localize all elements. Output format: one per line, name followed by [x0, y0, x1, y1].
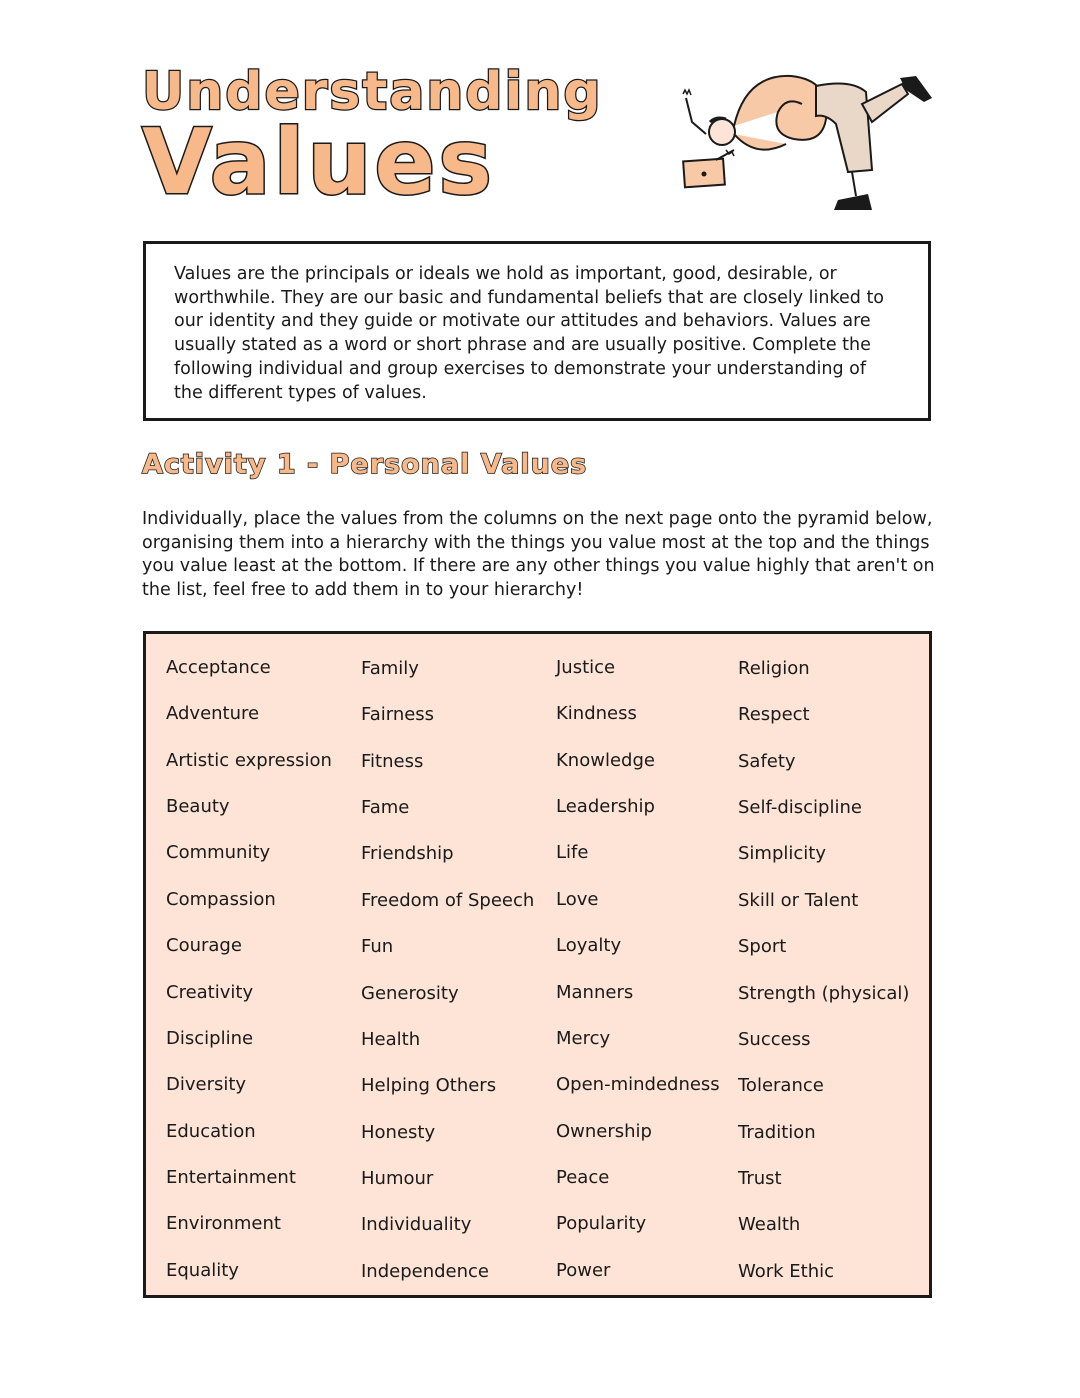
value-item: Respect	[738, 704, 810, 725]
value-item: Community	[166, 842, 271, 863]
value-item: Diversity	[166, 1074, 247, 1095]
value-item: Success	[738, 1029, 811, 1050]
value-item: Generosity	[361, 983, 459, 1004]
values-list-box	[143, 631, 932, 1298]
intro-text: Values are the principals or ideals we hold as important, good, desirable, or worthwhile. They are our basic and fundamental beliefs that are closely linked to our identity and they guide or motivate our attitudes and behaviors. Values are usually stated as a word or short phrase and are usually positive. Complete the following individual and group exercises to demonstrate your understanding of the different types of values.	[174, 264, 885, 403]
value-item: Ownership	[556, 1121, 652, 1142]
value-item: Simplicity	[738, 843, 826, 864]
value-item: Honesty	[361, 1122, 436, 1143]
value-item: Power	[556, 1260, 611, 1281]
value-item: Life	[556, 842, 589, 863]
value-item: Skill or Talent	[738, 890, 859, 911]
value-item: Compassion	[166, 889, 276, 910]
value-item: Friendship	[361, 843, 454, 864]
value-item: Environment	[166, 1213, 281, 1234]
value-item: Helping Others	[361, 1075, 497, 1096]
value-item: Kindness	[556, 703, 637, 724]
value-item: Justice	[556, 657, 616, 678]
value-item: Fame	[361, 797, 410, 818]
value-item: Manners	[556, 982, 634, 1003]
value-item: Strength (physical)	[738, 983, 910, 1004]
value-item: Popularity	[556, 1213, 647, 1234]
value-item: Discipline	[166, 1028, 254, 1049]
value-item: Love	[556, 889, 599, 910]
value-item: Work Ethic	[738, 1261, 835, 1282]
value-item: Independence	[361, 1261, 490, 1282]
value-item: Fun	[361, 936, 394, 957]
value-item: Loyalty	[556, 935, 622, 956]
value-item: Health	[361, 1029, 421, 1050]
activity-title: Activity 1 - Personal Values	[142, 449, 588, 480]
activity-instructions: Individually, place the values from the columns on the next page onto the pyramid below, organising them into a hierarchy with the things you value most at the top and the things you value least at the bottom. If there are any other things you value highly that aren't on the list, feel free to add them in to your hierarchy!	[142, 509, 935, 601]
value-item: Tradition	[738, 1122, 816, 1143]
value-item: Freedom of Speech	[361, 890, 535, 911]
value-item: Tolerance	[738, 1075, 824, 1096]
value-item: Trust	[738, 1168, 782, 1189]
value-item: Mercy	[556, 1028, 611, 1049]
value-item: Fairness	[361, 704, 435, 725]
value-item: Open-mindedness	[556, 1074, 720, 1095]
value-item: Peace	[556, 1167, 610, 1188]
value-item: Fitness	[361, 751, 424, 772]
title-line-2: Values	[142, 110, 495, 215]
value-item: Humour	[361, 1168, 434, 1189]
value-item: Religion	[738, 658, 810, 679]
value-item: Adventure	[166, 703, 260, 724]
value-item: Safety	[738, 751, 796, 772]
value-item: Acceptance	[166, 657, 271, 678]
value-item: Equality	[166, 1260, 239, 1281]
value-item: Knowledge	[556, 750, 655, 771]
value-item: Beauty	[166, 796, 230, 817]
intro-box	[143, 241, 931, 421]
value-item: Family	[361, 658, 419, 679]
value-item: Artistic expression	[166, 750, 332, 771]
value-item: Entertainment	[166, 1167, 296, 1188]
value-item: Creativity	[166, 982, 254, 1003]
person-illustration-icon	[676, 64, 938, 216]
value-item: Leadership	[556, 796, 655, 817]
title-line-1: Understanding	[142, 62, 603, 122]
value-item: Education	[166, 1121, 256, 1142]
value-item: Individuality	[361, 1214, 472, 1235]
value-item: Courage	[166, 935, 242, 956]
value-item: Self-discipline	[738, 797, 862, 818]
value-item: Wealth	[738, 1214, 801, 1235]
value-item: Sport	[738, 936, 787, 957]
